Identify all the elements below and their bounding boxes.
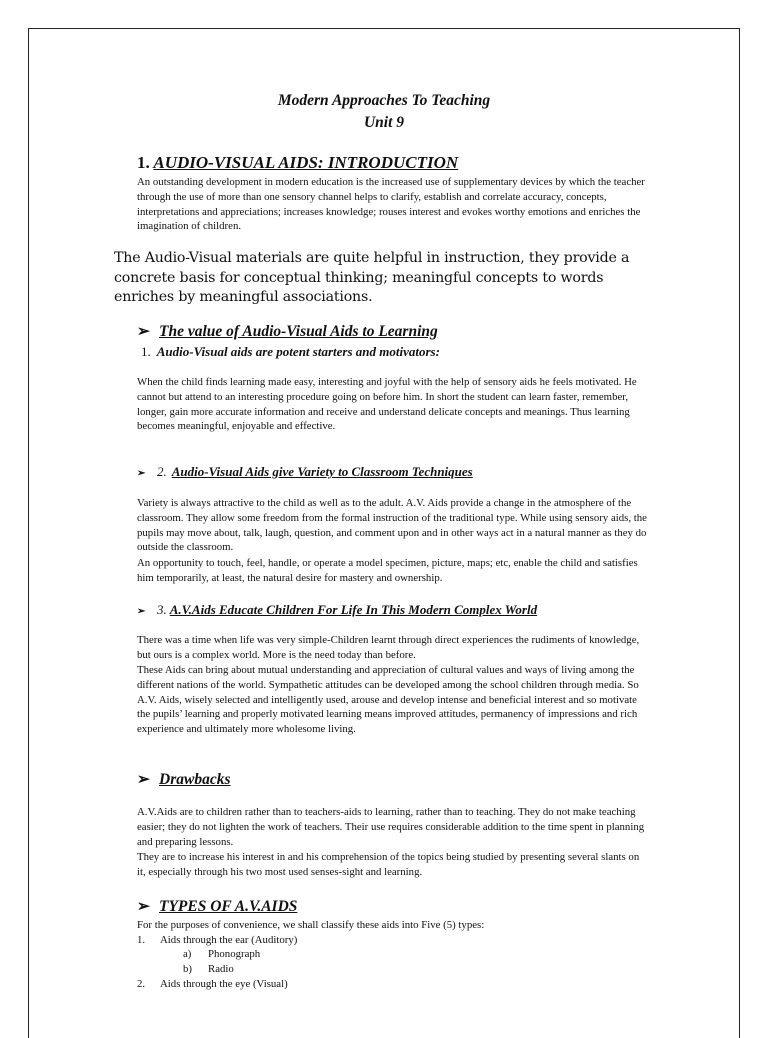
list-number: 1.: [137, 934, 146, 946]
value-subheading-2: [137, 464, 473, 480]
list-text: Aids through the ear (Auditory): [160, 934, 298, 946]
value-paragraph-2a: Variety is always attractive to the child as well as to the adult. A.V. Aids provide a change in the atmosphere of the classroom. They allow some freedom from the formal instruction of the traditional type. While using sensory aids, the pupils may move about, talk, laugh, question, and comment upon and in other ways act in a natural manner as they do outside the classroom.: [137, 497, 647, 554]
subheading-number: 1.: [141, 344, 151, 359]
section-heading-introduction: [137, 153, 458, 173]
intro-paragraph: An outstanding development in modern education is the increased use of supplementary devices by which the teacher through the use of more than one sensory channel helps to clarify, establish and correlate accuracy, concepts, interpretations and appreciations; increases knowledge; rouses interest and evokes worthy emotions and enriches the imagination of children.: [137, 176, 645, 233]
types-list-item: [137, 977, 288, 992]
value-heading: [137, 322, 438, 341]
arrow-bullet-icon: ➢: [137, 771, 150, 788]
types-list-item: [183, 947, 260, 962]
value-subheading-1: [141, 344, 440, 360]
arrow-bullet-icon: ➢: [137, 468, 146, 479]
drawbacks-paragraph-1: A.V.Aids are to children rather than to teachers-aids to learning, rather than to teaching. They do not make teaching easier; they do not lighten the work of teachers. Their use requires considerable addition to the time spent in planning and preparing lessons.: [137, 806, 645, 848]
arrow-bullet-icon: ➢: [137, 606, 146, 617]
subheading-number: 2.: [157, 464, 167, 479]
value-heading-text: The value of Audio-Visual Aids to Learning: [159, 323, 438, 340]
unit-number: Unit 9: [363, 114, 405, 131]
value-paragraph-3a: There was a time when life was very simple-Children learnt through direct experiences the rudiments of knowledge, but ours is a complex world. More is the need today than before.: [137, 634, 640, 661]
value-paragraph-3b: These Aids can bring about mutual understanding and appreciation of cultural values and ways of living among the different nations of the world. Sympathetic attitudes can be developed among the school children through media. So A.V. Aids, wisely selected and intelligently used, arouse and develop intense and beneficial interest and so motivate the pupils’ learning and properly motivated learning means improved attitudes, permanency of impressions and rich experience and ultimately more wholesome living.: [137, 664, 639, 736]
arrow-bullet-icon: ➢: [137, 898, 150, 915]
types-list-item: [137, 933, 297, 948]
list-number: b): [183, 963, 192, 975]
av-materials-paragraph: The Audio-Visual materials are quite helpful in instruction, they provide a concrete basis for conceptual thinking; meaningful concepts to words enriches by meaningful associations.: [114, 250, 630, 305]
list-text: Radio: [208, 963, 234, 975]
arrow-bullet-icon: ➢: [137, 323, 150, 340]
list-text: Phonograph: [208, 948, 261, 960]
drawbacks-heading: [137, 770, 230, 789]
value-subheading-3: [137, 602, 537, 618]
list-text: Aids through the eye (Visual): [160, 978, 288, 990]
list-number: 2.: [137, 978, 146, 990]
value-paragraph-1: When the child finds learning made easy, interesting and joyful with the help of sensory aids he feels motivated. He cannot but attend to an interesting procedure going on before him. In short the student can learn faster, remember, longer, gain more accurate information and receive and understand delicate concepts and meanings. Thus learning becomes meaningful, enjoyable and effective.: [137, 376, 637, 433]
drawbacks-paragraph-2: They are to increase his interest in and his comprehension of the topics being studied by presenting several slants on it, especially through his two most used senses-sight and learning.: [137, 851, 640, 878]
drawbacks-heading-text: Drawbacks: [159, 771, 231, 788]
types-heading-text: TYPES OF A.V.AIDS: [159, 898, 298, 915]
types-heading: [137, 897, 297, 916]
types-list-item: [183, 962, 234, 977]
document-title: Modern Approaches To Teaching: [277, 92, 491, 109]
subheading-text: A.V.Aids Educate Children For Life In This Modern Complex World: [169, 602, 538, 617]
section-title: AUDIO-VISUAL AIDS: INTRODUCTION: [153, 153, 459, 172]
subheading-text: Audio-Visual Aids give Variety to Classroom Techniques: [171, 464, 473, 479]
list-number: a): [183, 948, 192, 960]
subheading-number: 3.: [157, 602, 167, 617]
subheading-text: Audio-Visual aids are potent starters and motivators:: [156, 344, 440, 359]
types-intro: For the purposes of convenience, we shall classify these aids into Five (5) types:: [137, 919, 485, 931]
section-number: 1.: [137, 153, 150, 172]
value-paragraph-2b: An opportunity to touch, feel, handle, or operate a model specimen, picture, maps; etc, enable the child and satisfies him temporarily, at least, the natural desire for mastery and ownership.: [137, 557, 638, 584]
